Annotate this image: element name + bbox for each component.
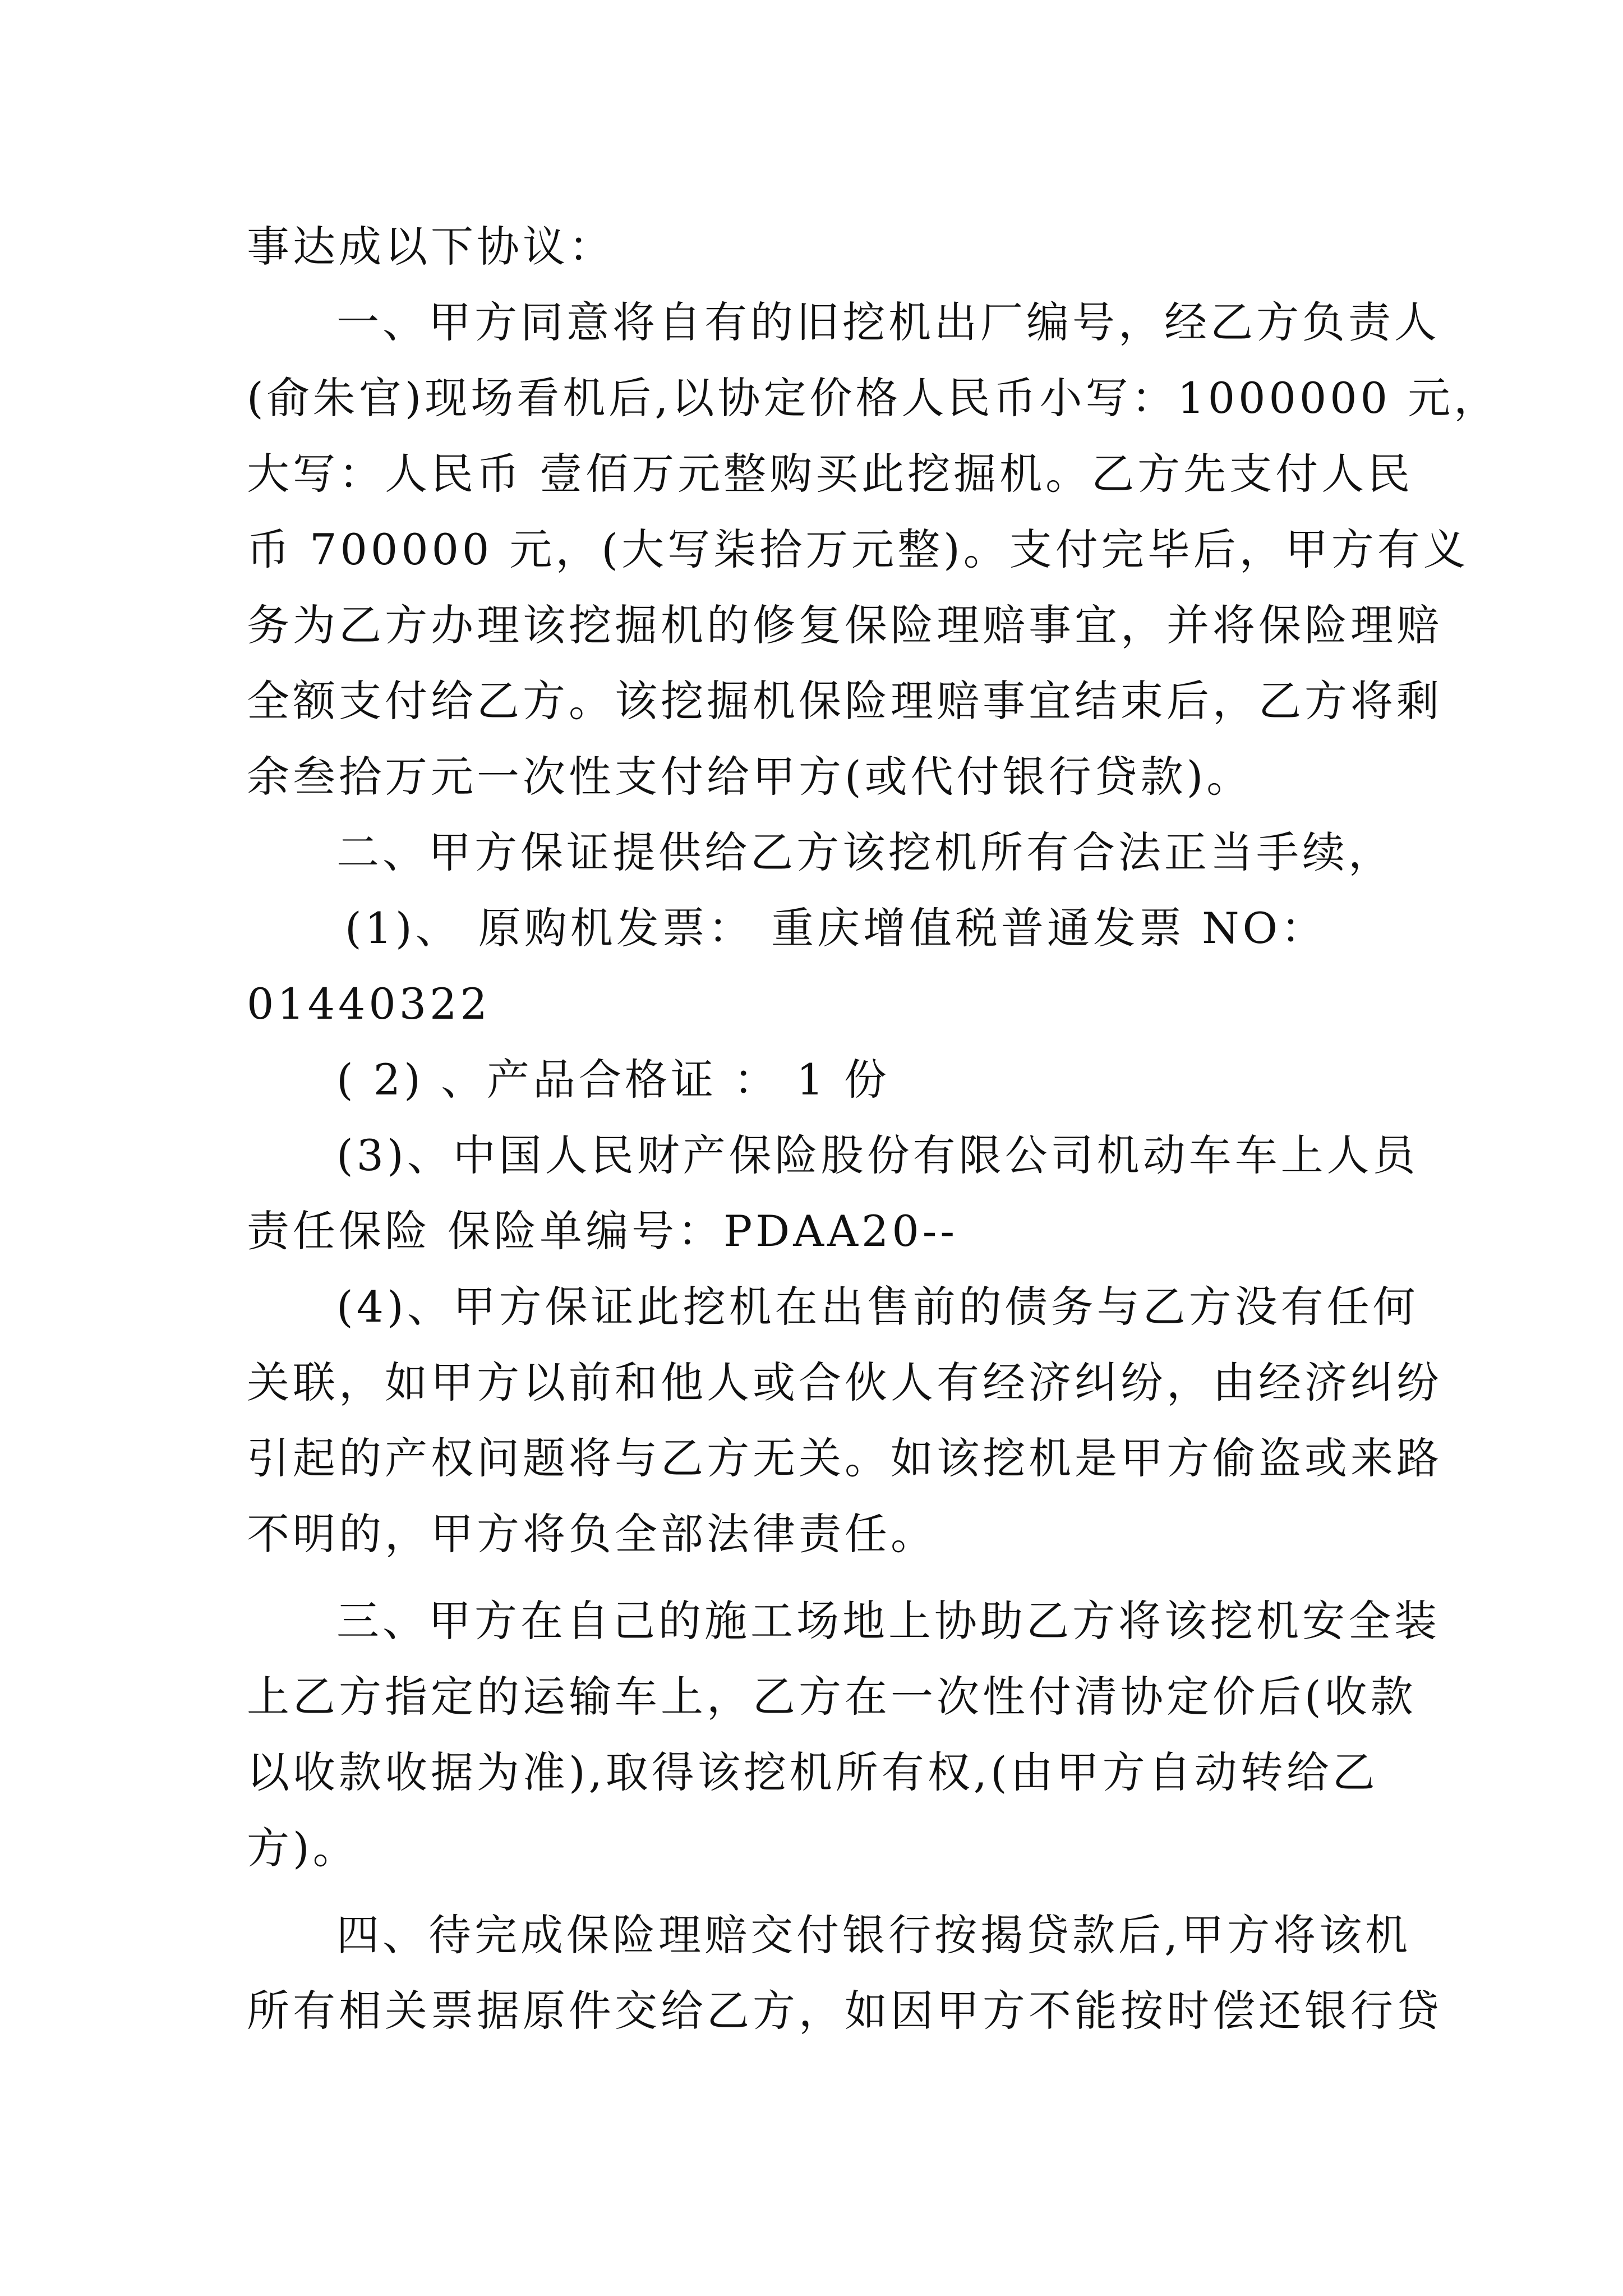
paragraph-3-start: 三、甲方在自己的施工场地上协助乙方将该挖机安全装 — [336, 1596, 1440, 1646]
text-line: 引起的产权问题将与乙方无关。如该挖机是甲方偷盗或来路 — [247, 1433, 1442, 1483]
text-line: 关联，如甲方以前和他人或合伙人有经济纠纷，由经济纠纷 — [247, 1358, 1442, 1407]
text-line: 全额支付给乙方。该挖掘机保险理赔事宜结束后，乙方将剩 — [247, 676, 1442, 726]
text-line: 事达成以下协议： — [247, 222, 615, 272]
text-line: (俞朱官)现场看机后,以协定价格人民币小写：1000000 元， — [247, 373, 1500, 423]
text-line: 不明的，甲方将负全部法律责任。 — [247, 1509, 937, 1559]
text-line: 大写：人民币 壹佰万元整购买此挖掘机。乙方先支付人民 — [247, 449, 1414, 499]
text-line: 余叁拾万元一次性支付给甲方(或代付银行贷款)。 — [247, 752, 1253, 802]
text-line: 以收款收据为准),取得该挖机所有权,(由甲方自动转给乙 — [247, 1747, 1378, 1797]
paragraph-1-start: 一、甲方同意将自有的旧挖机出厂编号，经乙方负责人 — [336, 297, 1440, 347]
list-item-4: (4)、甲方保证此挖机在出售前的债务与乙方没有任何 — [336, 1282, 1419, 1332]
text-line: 币 700000 元，(大写柒拾万元整)。支付完毕后，甲方有义 — [247, 524, 1469, 574]
text-line: 上乙方指定的运输车上，乙方在一次性付清协定价后(收款 — [247, 1672, 1417, 1722]
text-line: 01440322 — [247, 979, 491, 1029]
list-item-3: (3)、中国人民财产保险股份有限公司机动车车上人员 — [336, 1130, 1419, 1180]
text-line: 方)。 — [247, 1823, 359, 1873]
text-line: 责任保险 保险单编号：PDAA20-- — [247, 1206, 958, 1256]
paragraph-2-start: 二、甲方保证提供给乙方该挖机所有合法正当手续， — [336, 827, 1394, 877]
text-line: 务为乙方办理该挖掘机的修复保险理赔事宜，并将保险理赔 — [247, 600, 1442, 650]
list-item-2: ( 2) 、产品合格证 ： 1 份 — [336, 1055, 890, 1105]
paragraph-4-start: 四、待完成保险理赔交付银行按揭贷款后,甲方将该机 — [336, 1910, 1412, 1960]
text-line: 所有相关票据原件交给乙方，如因甲方不能按时偿还银行贷 — [247, 1986, 1442, 2036]
list-item-1: (1)、 原购机发票： 重庆增值税普通发票 NO： — [345, 903, 1327, 953]
